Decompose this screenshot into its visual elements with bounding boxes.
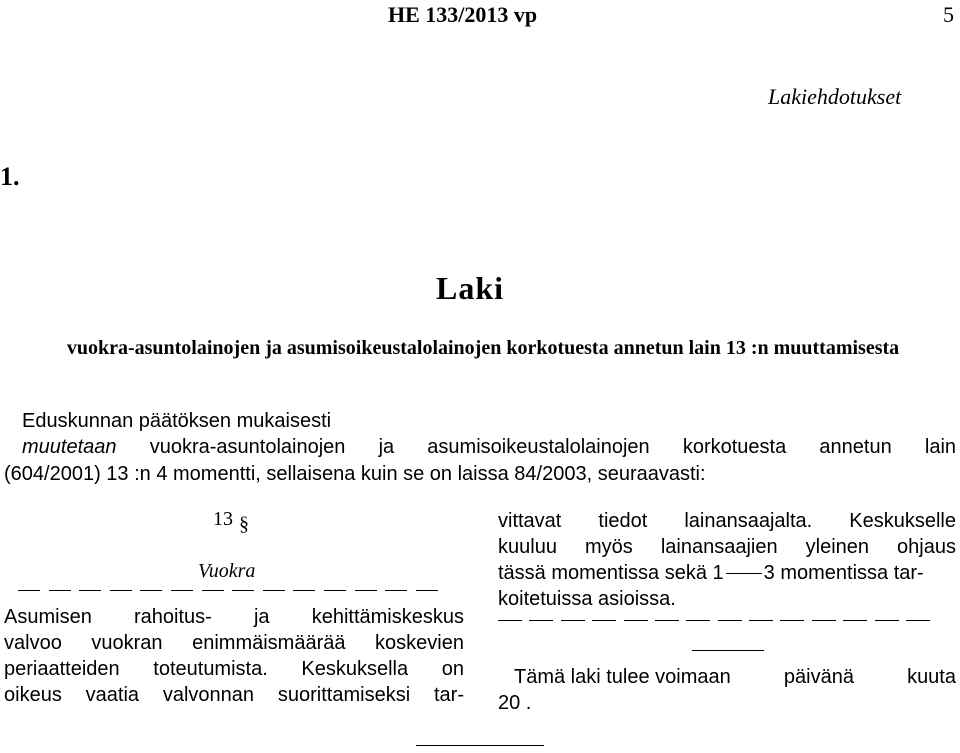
enacting-clause: Eduskunnan päätöksen mukaisesti <box>22 410 332 432</box>
page-number: 5 <box>943 2 954 27</box>
right-paragraph-line-3: tässä momentissa sekä 1 3 momentissa tar- <box>498 562 924 584</box>
left-paragraph-line-2: valvoo vuokran enimmäismäärää koskevien <box>4 632 464 654</box>
left-paragraph-line-1: Asumisen rahoitus- ja kehittämiskeskus <box>4 606 464 628</box>
right-paragraph-line-4: koitetuissa asioissa. <box>498 588 676 610</box>
proposal-number: 1. <box>0 162 20 191</box>
left-paragraph-line-3: periaatteiden toteutumista. Keskuksella on <box>4 658 464 680</box>
right-paragraph-line-2: kuuluu myös lainansaajien yleinen ohjaus <box>498 536 956 558</box>
omission-dashes-right <box>498 620 930 622</box>
separator-rule-right <box>692 650 764 651</box>
omission-dashes-left <box>18 590 438 592</box>
section-number: 13 <box>213 508 233 530</box>
entry-into-force-line-1: Tämä laki tulee voimaan päivänä kuuta <box>514 666 956 688</box>
section-sign-icon <box>237 510 255 536</box>
svg-text:§: § <box>239 513 249 535</box>
amend-keyword: muutetaan <box>22 436 117 458</box>
document-id: HE 133/2013 vp <box>388 2 538 27</box>
law-subtitle: vuokra-asuntolainojen ja asumisoikeustalolainojen korkotuesta annetun lain 13 :n muuttamisesta <box>66 337 900 359</box>
amend-line-1-text: vuokra-asuntolainojen ja asumisoikeustalolainojen korkotuesta annetun lain <box>149 436 957 458</box>
separator-rule-bottom <box>416 745 544 746</box>
section-title: Vuokra <box>198 560 256 582</box>
right-paragraph-line-1: vittavat tiedot lainansaajalta. Keskukselle <box>498 510 956 532</box>
entry-into-force-line-2: 20 . <box>498 692 532 714</box>
section-heading: Lakiehdotukset <box>768 84 902 109</box>
amend-line-1 <box>22 434 956 460</box>
amend-line-2: (604/2001) 13 :n 4 momentti, sellaisena kuin se on laissa 84/2003, seuraavasti: <box>4 463 706 485</box>
left-paragraph-line-4: oikeus vaatia valvonnan suorittamiseksi tar- <box>4 684 464 706</box>
law-title: Laki <box>436 270 505 306</box>
